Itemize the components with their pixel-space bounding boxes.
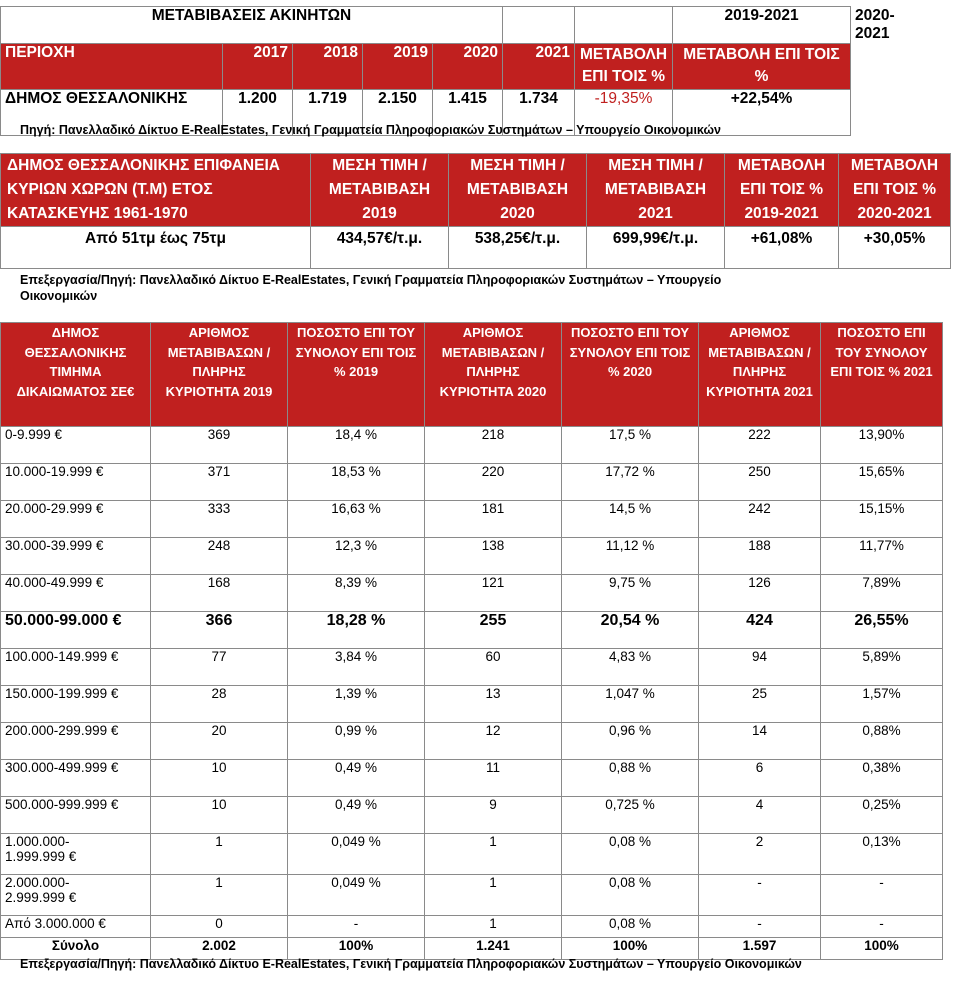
count-2020: 1 bbox=[425, 834, 562, 875]
count-2020: 12 bbox=[425, 723, 562, 760]
table-row bbox=[1, 501, 943, 538]
source-note-2-text: Επεξεργασία/Πηγή: Πανελλαδικό Δίκτυο E-RealEstates, Γενική Γραμματεία Πληροφοριακών Συστημάτων – Υπουργείο Οικονομικών bbox=[20, 273, 722, 303]
share-2020: 0,96 % bbox=[562, 723, 699, 760]
price-range: 150.000-199.999 € bbox=[1, 686, 151, 723]
table-row bbox=[1, 612, 943, 649]
header-count-2021: ΑΡΙΘΜΟΣ ΜΕΤΑΒΙΒΑΣΩΝ / ΠΛΗΡΗΣ ΚΥΡΙΟΤΗΤΑ 2021 bbox=[699, 323, 821, 427]
count-2021: 242 bbox=[699, 501, 821, 538]
row-2021: 1.734 bbox=[503, 90, 575, 136]
table-row bbox=[1, 916, 943, 938]
count-2020: 1 bbox=[425, 916, 562, 938]
count-2019: 1 bbox=[151, 875, 288, 916]
count-2020: 13 bbox=[425, 686, 562, 723]
share-2021: 26,55% bbox=[821, 612, 943, 649]
share-2019: 8,39 % bbox=[288, 575, 425, 612]
table-row bbox=[1, 427, 943, 464]
count-2020: 1 bbox=[425, 875, 562, 916]
header-2017: 2017 bbox=[223, 44, 293, 90]
header-count-2019: ΑΡΙΘΜΟΣ ΜΕΤΑΒΙΒΑΣΩΝ / ΠΛΗΡΗΣ ΚΥΡΙΟΤΗΤΑ 2019 bbox=[151, 323, 288, 427]
share-2020: 0,88 % bbox=[562, 760, 699, 797]
row-2019: 2.150 bbox=[363, 90, 433, 136]
share-2021: 7,89% bbox=[821, 575, 943, 612]
price-range: 500.000-999.999 € bbox=[1, 797, 151, 834]
share-2019: 16,63 % bbox=[288, 501, 425, 538]
table-row bbox=[1, 797, 943, 834]
header-avg-2019: ΜΕΣΗ ΤΙΜΗ / ΜΕΤΑΒΙΒΑΣΗ 2019 bbox=[311, 154, 449, 227]
header-change-b: ΜΕΤΑΒΟΛΗ ΕΠΙ ΤΟΙΣ % bbox=[673, 44, 851, 90]
count-2020: 218 bbox=[425, 427, 562, 464]
share-2019: 0,49 % bbox=[288, 797, 425, 834]
share-2021: 5,89% bbox=[821, 649, 943, 686]
price-range: 40.000-49.999 € bbox=[1, 575, 151, 612]
share-2019: 12,3 % bbox=[288, 538, 425, 575]
table-row bbox=[1, 875, 943, 916]
count-2021: 25 bbox=[699, 686, 821, 723]
price-range: 10.000-19.999 € bbox=[1, 464, 151, 501]
share-2020: 17,72 % bbox=[562, 464, 699, 501]
table1-header-row bbox=[1, 44, 851, 90]
price-range: 1.000.000- 1.999.999 € bbox=[1, 834, 151, 875]
share-2021: 0,25% bbox=[821, 797, 943, 834]
total-share-2020: 100% bbox=[562, 938, 699, 960]
share-2019: 3,84 % bbox=[288, 649, 425, 686]
header-change-2019-2021: ΜΕΤΑΒΟΛΗ ΕΠΙ ΤΟΙΣ % 2019-2021 bbox=[725, 154, 839, 227]
price-range: 50.000-99.000 € bbox=[1, 612, 151, 649]
total-label: Σύνολο bbox=[1, 938, 151, 960]
share-2021: 11,77% bbox=[821, 538, 943, 575]
count-2019: 366 bbox=[151, 612, 288, 649]
total-share-2021: 100% bbox=[821, 938, 943, 960]
count-2019: 10 bbox=[151, 760, 288, 797]
row-2018: 1.719 bbox=[293, 90, 363, 136]
header-2020: 2020 bbox=[433, 44, 503, 90]
table-row bbox=[1, 723, 943, 760]
count-2019: 20 bbox=[151, 723, 288, 760]
count-2019: 10 bbox=[151, 797, 288, 834]
share-2021: - bbox=[821, 916, 943, 938]
count-2021: 4 bbox=[699, 797, 821, 834]
header-change-a: ΜΕΤΑΒΟΛΗ ΕΠΙ ΤΟΙΣ % bbox=[575, 44, 673, 90]
count-2021: 188 bbox=[699, 538, 821, 575]
count-2021: - bbox=[699, 916, 821, 938]
count-2021: 14 bbox=[699, 723, 821, 760]
avg-2019: 434,57€/τ.μ. bbox=[311, 227, 449, 269]
header-count-2020: ΑΡΙΘΜΟΣ ΜΕΤΑΒΙΒΑΣΩΝ / ΠΛΗΡΗΣ ΚΥΡΙΟΤΗΤΑ 2020 bbox=[425, 323, 562, 427]
price-range: 2.000.000- 2.999.999 € bbox=[1, 875, 151, 916]
share-2020: 9,75 % bbox=[562, 575, 699, 612]
table-row bbox=[1, 686, 943, 723]
count-2020: 255 bbox=[425, 612, 562, 649]
total-count-2021: 1.597 bbox=[699, 938, 821, 960]
row-area: ΔΗΜΟΣ ΘΕΣΣΑΛΟΝΙΚΗΣ bbox=[1, 90, 223, 136]
price-range: 300.000-499.999 € bbox=[1, 760, 151, 797]
share-2020: 0,725 % bbox=[562, 797, 699, 834]
count-2020: 220 bbox=[425, 464, 562, 501]
share-2019: 0,99 % bbox=[288, 723, 425, 760]
share-2020: 0,08 % bbox=[562, 875, 699, 916]
share-2019: 18,4 % bbox=[288, 427, 425, 464]
count-2021: 250 bbox=[699, 464, 821, 501]
header-price-range: ΔΗΜΟΣ ΘΕΣΣΑΛΟΝΙΚΗΣ ΤΙΜΗΜΑ ΔΙΚΑΙΩΜΑΤΟΣ ΣΕ€ bbox=[1, 323, 151, 427]
share-2020: 17,5 % bbox=[562, 427, 699, 464]
table3-body bbox=[1, 427, 943, 938]
share-2021: 1,57% bbox=[821, 686, 943, 723]
share-2020: 1,047 % bbox=[562, 686, 699, 723]
table1-period-a: 2019-2021 bbox=[673, 7, 851, 44]
header-2019: 2019 bbox=[363, 44, 433, 90]
size-range: Από 51τμ έως 75τμ bbox=[1, 227, 311, 269]
count-2019: 168 bbox=[151, 575, 288, 612]
avg-2021: 699,99€/τ.μ. bbox=[587, 227, 725, 269]
share-2021: 0,13% bbox=[821, 834, 943, 875]
avg-2020: 538,25€/τ.μ. bbox=[449, 227, 587, 269]
count-2019: 28 bbox=[151, 686, 288, 723]
total-count-2019: 2.002 bbox=[151, 938, 288, 960]
source-note-1: Πηγή: Πανελλαδικό Δίκτυο E-RealEstates, Γενική Γραμματεία Πληροφοριακών Συστημάτων – Υπουργείο Οικονομικών bbox=[20, 123, 721, 137]
share-2021: 13,90% bbox=[821, 427, 943, 464]
price-range: Από 3.000.000 € bbox=[1, 916, 151, 938]
price-range: 0-9.999 € bbox=[1, 427, 151, 464]
table2-header-row bbox=[1, 154, 951, 227]
count-2019: 371 bbox=[151, 464, 288, 501]
change-2019-2021: +61,08% bbox=[725, 227, 839, 269]
count-2021: 6 bbox=[699, 760, 821, 797]
count-2021: 126 bbox=[699, 575, 821, 612]
count-2019: 333 bbox=[151, 501, 288, 538]
table1-title-row: ΜΕΤΑΒΙΒΑΣΕΙΣ ΑΚΙΝΗΤΩΝ 2019-2021 2020-2021 bbox=[1, 7, 851, 44]
share-2020: 20,54 % bbox=[562, 612, 699, 649]
table-row bbox=[1, 464, 943, 501]
share-2019: 1,39 % bbox=[288, 686, 425, 723]
count-2020: 60 bbox=[425, 649, 562, 686]
header-share-2019: ΠΟΣΟΣΤΟ ΕΠΙ ΤΟΥ ΣΥΝΟΛΟΥ ΕΠΙ ΤΟΙΣ % 2019 bbox=[288, 323, 425, 427]
price-range: 30.000-39.999 € bbox=[1, 538, 151, 575]
price-range: 200.000-299.999 € bbox=[1, 723, 151, 760]
share-2019: - bbox=[288, 916, 425, 938]
count-2021: 94 bbox=[699, 649, 821, 686]
table1-empty-cell bbox=[575, 7, 673, 44]
count-2020: 121 bbox=[425, 575, 562, 612]
price-range: 100.000-149.999 € bbox=[1, 649, 151, 686]
count-2021: - bbox=[699, 875, 821, 916]
price-per-sqm-table bbox=[0, 153, 951, 269]
table-row bbox=[1, 760, 943, 797]
header-avg-2020: ΜΕΣΗ ΤΙΜΗ / ΜΕΤΑΒΙΒΑΣΗ 2020 bbox=[449, 154, 587, 227]
count-2019: 0 bbox=[151, 916, 288, 938]
header-avg-2021: ΜΕΣΗ ΤΙΜΗ / ΜΕΤΑΒΙΒΑΣΗ 2021 bbox=[587, 154, 725, 227]
table3-header-row bbox=[1, 323, 943, 427]
count-2020: 11 bbox=[425, 760, 562, 797]
source-note-2 bbox=[20, 272, 800, 304]
row-2020: 1.415 bbox=[433, 90, 503, 136]
share-2019: 18,28 % bbox=[288, 612, 425, 649]
header-2018: 2018 bbox=[293, 44, 363, 90]
table-row bbox=[1, 834, 943, 875]
count-2019: 1 bbox=[151, 834, 288, 875]
transfers-table bbox=[0, 6, 895, 136]
share-2020: 14,5 % bbox=[562, 501, 699, 538]
table2-data-row bbox=[1, 227, 951, 269]
header-share-2020: ΠΟΣΟΣΤΟ ΕΠΙ ΤΟΥ ΣΥΝΟΛΟΥ ΕΠΙ ΤΟΙΣ % 2020 bbox=[562, 323, 699, 427]
header-2021: 2021 bbox=[503, 44, 575, 90]
share-2019: 0,049 % bbox=[288, 834, 425, 875]
share-2021: 15,15% bbox=[821, 501, 943, 538]
share-2020: 0,08 % bbox=[562, 834, 699, 875]
share-2021: - bbox=[821, 875, 943, 916]
share-2019: 0,49 % bbox=[288, 760, 425, 797]
share-2020: 4,83 % bbox=[562, 649, 699, 686]
share-2019: 18,53 % bbox=[288, 464, 425, 501]
source-note-3: Επεξεργασία/Πηγή: Πανελλαδικό Δίκτυο E-RealEstates, Γενική Γραμματεία Πληροφοριακών Συστημάτων – Υπουργείο Οικονομικών bbox=[20, 957, 802, 971]
count-2021: 2 bbox=[699, 834, 821, 875]
count-2019: 77 bbox=[151, 649, 288, 686]
count-2020: 9 bbox=[425, 797, 562, 834]
row-change-b: +22,54% bbox=[673, 90, 851, 136]
row-2017: 1.200 bbox=[223, 90, 293, 136]
count-2020: 181 bbox=[425, 501, 562, 538]
price-range-table bbox=[0, 322, 943, 960]
table-row bbox=[1, 538, 943, 575]
total-share-2019: 100% bbox=[288, 938, 425, 960]
count-2019: 248 bbox=[151, 538, 288, 575]
count-2020: 138 bbox=[425, 538, 562, 575]
table1-empty-cell bbox=[503, 7, 575, 44]
table-row bbox=[1, 649, 943, 686]
share-2020: 11,12 % bbox=[562, 538, 699, 575]
total-count-2020: 1.241 bbox=[425, 938, 562, 960]
share-2021: 0,88% bbox=[821, 723, 943, 760]
price-range: 20.000-29.999 € bbox=[1, 501, 151, 538]
header-area: ΠΕΡΙΟΧΗ bbox=[1, 44, 223, 90]
count-2021: 222 bbox=[699, 427, 821, 464]
header-change-2020-2021: ΜΕΤΑΒΟΛΗ ΕΠΙ ΤΟΙΣ % 2020-2021 bbox=[839, 154, 951, 227]
share-2021: 0,38% bbox=[821, 760, 943, 797]
table-row bbox=[1, 575, 943, 612]
change-2020-2021: +30,05% bbox=[839, 227, 951, 269]
table1-title: ΜΕΤΑΒΙΒΑΣΕΙΣ ΑΚΙΝΗΤΩΝ bbox=[1, 7, 503, 44]
row-change-a: -19,35% bbox=[575, 90, 673, 136]
share-2020: 0,08 % bbox=[562, 916, 699, 938]
count-2021: 424 bbox=[699, 612, 821, 649]
share-2021: 15,65% bbox=[821, 464, 943, 501]
header-share-2021: ΠΟΣΟΣΤΟ ΕΠΙ ΤΟΥ ΣΥΝΟΛΟΥ ΕΠΙ ΤΟΙΣ % 2021 bbox=[821, 323, 943, 427]
header-area-size: ΔΗΜΟΣ ΘΕΣΣΑΛΟΝΙΚΗΣ ΕΠΙΦΑΝΕΙΑ ΚΥΡΙΩΝ ΧΩΡΩΝ (Τ.Μ) ΕΤΟΣ ΚΑΤΑΣΚΕΥΗΣ 1961-1970 bbox=[1, 154, 311, 227]
share-2019: 0,049 % bbox=[288, 875, 425, 916]
count-2019: 369 bbox=[151, 427, 288, 464]
